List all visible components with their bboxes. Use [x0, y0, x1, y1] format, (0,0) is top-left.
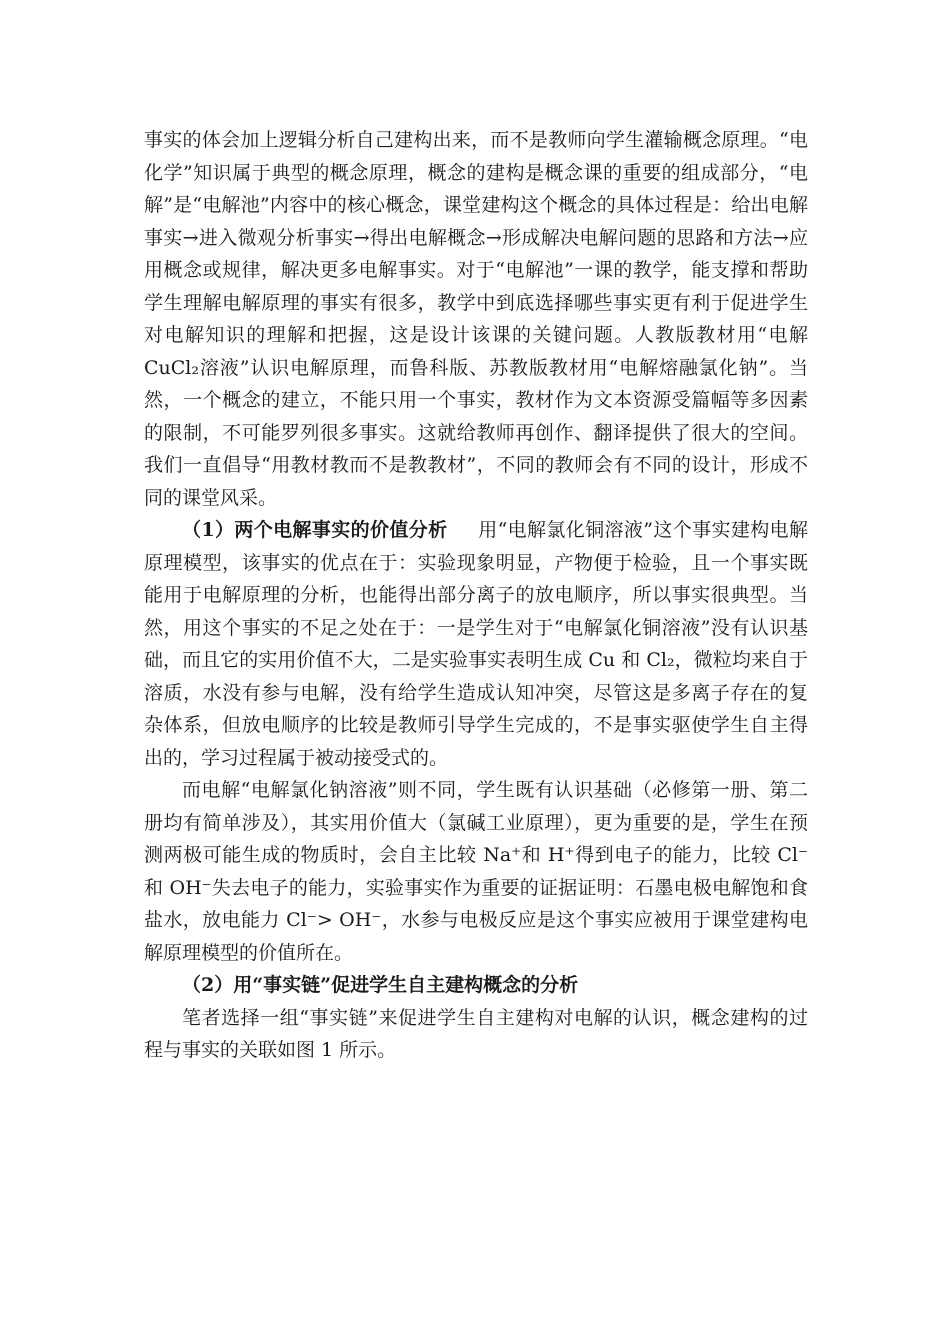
paragraph-nacl-analysis: 而电解“电解氯化钠溶液”则不同，学生既有认识基础（必修第一册、第二册均有简单涉及），其实用价值大（氯碱工业原理），更为重要的是，学生在预测两极可能生成的物质时，会自主比较 Na⁺和 H⁺得到电子的能力，比较 Cl⁻和 OH⁻失去电子的能力，实验事实作为重要的证据证明：石墨电极电解饱和食盐水，放电能力 Cl⁻> OH⁻，水参与电极反应是这个事实应被用于课堂建构电解原理模型的价值所在。 — [144, 779, 808, 964]
paragraph-fact-chain: 笔者选择一组“事实链”来促进学生自主建构对电解的认识，概念建构的过程与事实的关联如图 1 所示。 — [144, 1006, 808, 1061]
section-1-body: 用“电解氯化铜溶液”这个事实建构电解原理模型，该事实的优点在于：实验现象明显，产物便于检验，且一个事实既能用于电解原理的分析，也能得出部分离子的放电顺序，所以事实很典型。当然，用这个事实的不足之处在于：一是学生对于“电解氯化铜溶液”没有认识基础，而且它的实用价值不大，二是实验事实表明生成 Cu 和 Cl₂，微粒均来自于溶质，水没有参与电解，没有给学生造成认知冲突，尽管这是多离子存在的复杂体系，但放电顺序的比较是教师引导学生完成的，不是事实驱使学生自主得出的，学习过程属于被动接受式的。 — [144, 519, 808, 769]
paragraph-section-1 — [144, 514, 808, 774]
paragraph-intro: 事实的体会加上逻辑分析自己建构出来，而不是教师向学生灌输概念原理。“电化学”知识属于典型的概念原理，概念的建构是概念课的重要的组成部分，“电解”是“电解池”内容中的核心概念，课堂建构这个概念的具体过程是：给出电解事实→进入微观分析事实→得出电解概念→形成解决电解问题的思路和方法→应用概念或规律，解决更多电解事实。对于“电解池”一课的教学，能支撑和帮助学生理解电解原理的事实有很多，教学中到底选择哪些事实更有利于促进学生对电解知识的理解和把握，这是设计该课的关键问题。人教版教材用“电解 CuCl₂溶液”认识电解原理，而鲁科版、苏教版教材用“电解熔融氯化钠”。当然，一个概念的建立，不能只用一个事实，教材作为文本资源受篇幅等多因素的限制，不可能罗列很多事实。这就给教师再创作、翻译提供了很大的空间。我们一直倡导“用教材教而不是教教材”，不同的教师会有不同的设计，形成不同的课堂风采。 — [144, 129, 808, 509]
section-2-heading: （2）用“事实链”促进学生自主建构概念的分析 — [182, 974, 579, 996]
section-1-heading: （1）两个电解事实的价值分析 — [182, 519, 448, 541]
document-body — [144, 124, 808, 1067]
